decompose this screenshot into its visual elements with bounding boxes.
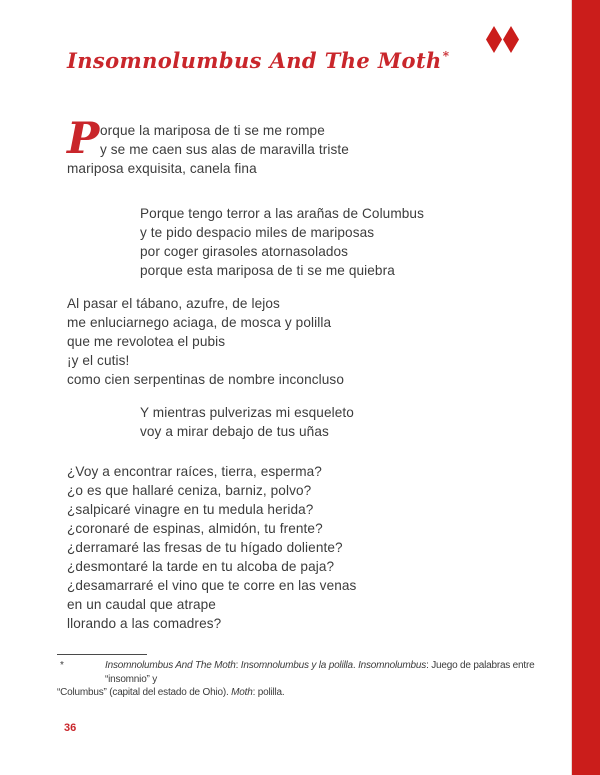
poem-line: ¿derramaré las fresas de tu hígado doliente? (67, 540, 343, 555)
footnote-text-italic: Insomnolumbus y la polilla (240, 660, 353, 671)
stanza-1 (67, 114, 397, 178)
poem-line: por coger girasoles atornasolados (140, 244, 349, 259)
poem-line: Porque tengo terror a las arañas de Columbus (140, 206, 424, 221)
title-footnote-marker: * (442, 49, 450, 63)
diamond-icon (503, 26, 519, 53)
poem-line: ¿salpicaré vinagre en tu medula herida? (67, 502, 314, 517)
stanza-2 (140, 204, 470, 280)
stanza-4 (140, 403, 470, 441)
footnote-text-italic: Insomnolumbus And The Moth (105, 660, 236, 671)
diamond-icon (486, 26, 502, 53)
poem-line: ¿Voy a encontrar raíces, tierra, esperma? (67, 464, 322, 479)
footnote-divider (57, 654, 147, 655)
poem-line: Al pasar el tábano, azufre, de lejos (67, 296, 280, 311)
stanza-5 (67, 462, 407, 633)
footnote-text: : polilla. (252, 687, 285, 698)
poem-title-text: Insomnolumbus And The Moth (67, 48, 442, 73)
footnote-line (57, 659, 551, 686)
poem-line: y se me caen sus alas de maravilla triste (100, 142, 349, 157)
poem-line: ¡y el cutis! (67, 353, 130, 368)
footnote-text: : (235, 660, 241, 671)
footnote-text: : Juego de palabras entre “insomnio” y (105, 660, 535, 685)
footnote (57, 659, 551, 700)
poem-line: llorando a las comadres? (67, 616, 222, 631)
poem-line: porque esta mariposa de ti se me quiebra (140, 263, 395, 278)
poem-line: ¿coronaré de espinas, almidón, tu frente? (67, 521, 323, 536)
poem-line: que me revolotea el pubis (67, 334, 226, 349)
poem-line: Y mientras pulverizas mi esqueleto (140, 405, 354, 420)
poem-line: como cien serpentinas de nombre inconcluso (67, 372, 344, 387)
poem-line: en un caudal que atrape (67, 597, 216, 612)
poem-line: ¿o es que hallaré ceniza, barniz, polvo? (67, 483, 312, 498)
poem-line: orque la mariposa de ti se me rompe (100, 123, 325, 138)
drop-cap: P (67, 114, 100, 164)
footnote-text: “Columbus” (capital del estado de Ohio). (57, 687, 232, 698)
poem-line: me enluciarnego aciaga, de mosca y polilla (67, 315, 332, 330)
poem-title (67, 48, 449, 73)
footnote-text: . (352, 660, 359, 671)
double-diamond-icon (486, 26, 520, 53)
poem-line: ¿desmontaré la tarde en tu alcoba de paja? (67, 559, 335, 574)
poem-line: mariposa exquisita, canela fina (67, 161, 257, 176)
footnote-text-italic: Moth (231, 687, 253, 698)
poem-line: voy a mirar debajo de tus uñas (140, 424, 329, 439)
footnote-line (57, 686, 551, 700)
poem-line: y te pido despacio miles de mariposas (140, 225, 375, 240)
stanza-3 (67, 294, 397, 389)
poem-line: ¿desamarraré el vino que te corre en las venas (67, 578, 357, 593)
footnote-marker: * (60, 660, 64, 671)
footnote-text-italic: Insomnolumbus (358, 660, 427, 671)
page-edge-band (571, 0, 600, 775)
page-number: 36 (64, 722, 77, 734)
